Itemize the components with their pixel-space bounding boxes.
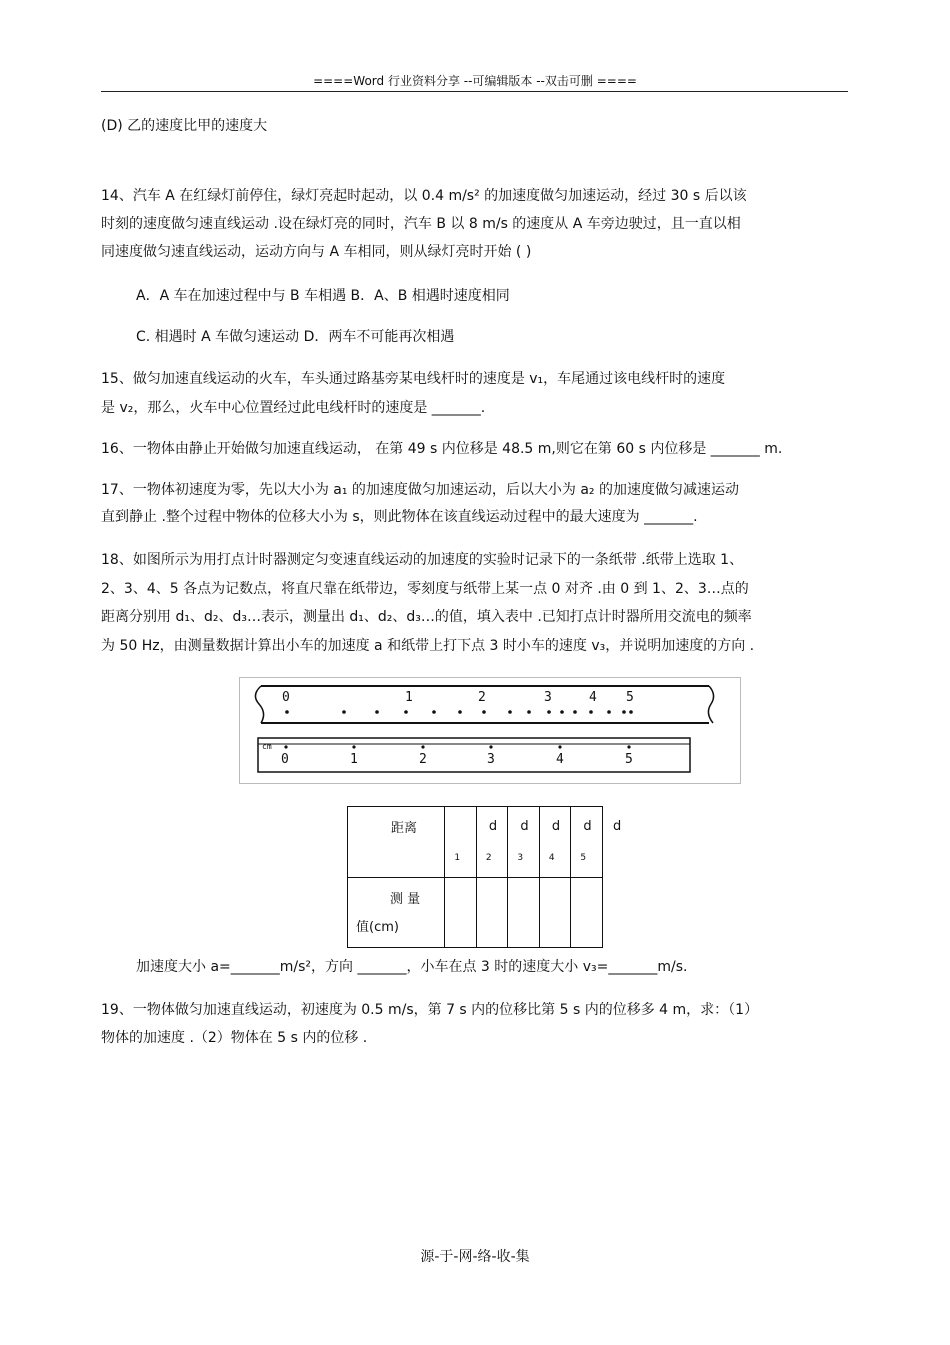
- table-row-label-line1: 测 量: [390, 892, 421, 907]
- table-col-num-5: 5: [580, 853, 587, 863]
- tape-label-2: 2: [478, 690, 486, 705]
- table-col-d-letter: d: [583, 819, 592, 834]
- table-head-d4: [539, 807, 571, 878]
- paper-tape-figure: [239, 677, 741, 784]
- table-col-num-1: 1: [454, 853, 461, 863]
- table-trailing-d: d: [613, 819, 622, 834]
- option-d-line: (D) 乙的速度比甲的速度大: [101, 118, 268, 134]
- distance-table: [347, 806, 603, 948]
- table-head-d5: [571, 807, 603, 878]
- table-head-label: 距离: [391, 821, 418, 836]
- header-rule: [101, 91, 848, 92]
- ruler-label-2: 2: [419, 752, 427, 767]
- table-col-num-2: 2: [485, 853, 492, 863]
- tape-label-0: 0: [282, 690, 290, 705]
- page-footer: 源-于-网-络-收-集: [420, 1249, 530, 1265]
- ruler-label-5: 5: [625, 752, 633, 767]
- table-head-d2: [476, 807, 508, 878]
- q15-line-2: 是 v₂，那么，火车中心位置经过此电线杆时的速度是 _______.: [101, 400, 486, 416]
- q19-line-2: 物体的加速度 .（2）物体在 5 s 内的位移 .: [101, 1030, 368, 1046]
- q18-line-1: 18、如图所示为用打点计时器测定匀变速直线运动的加速度的实验时记录下的一条纸带 .纸带上选取 1、: [101, 552, 744, 568]
- tape-label-4: 4: [589, 690, 597, 705]
- table-row-label-line2: 值(cm): [356, 920, 399, 935]
- q18-line-2: 2、3、4、5 各点为记数点，将直尺靠在纸带边，零刻度与纸带上某一点 0 对齐 .由 0 到 1、2、3…点的: [101, 581, 749, 597]
- table-head-d3: [508, 807, 540, 878]
- table-row-label-cell: [348, 878, 445, 948]
- table-value-d3: [508, 878, 540, 948]
- q16-line: 16、一物体由静止开始做匀加速直线运动， 在第 49 s 内位移是 48.5 m,则它在第 60 s 内位移是 _______ m.: [101, 441, 783, 457]
- table-value-d1: [445, 878, 477, 948]
- q18-line-3: 距离分别用 d₁、d₂、d₃…表示，测量出 d₁、d₂、d₃…的值，填入表中 .已知打点计时器所用交流电的频率: [101, 609, 752, 625]
- tape-label-1: 1: [405, 690, 413, 705]
- q18-answer-line: 加速度大小 a=_______m/s²，方向 _______，小车在点 3 时的速度大小 v₃=_______m/s.: [136, 959, 688, 975]
- q14-options-cd: C. 相遇时 A 车做匀速运动 D．两车不可能再次相遇: [136, 329, 455, 345]
- q14-line-2: 时刻的速度做匀速直线运动 .设在绿灯亮的同时，汽车 B 以 8 m/s 的速度从 A 车旁边驶过，且一直以相: [101, 216, 741, 232]
- q19-line-1: 19、一物体做匀加速直线运动，初速度为 0.5 m/s，第 7 s 内的位移比第 5 s 内的位移多 4 m，求：（1）: [101, 1002, 759, 1018]
- q14-line-3: 同速度做匀速直线运动，运动方向与 A 车相同，则从绿灯亮时开始 ( ): [101, 244, 532, 260]
- q15-line-1: 15、做匀加速直线运动的火车，车头通过路基旁某电线杆时的速度是 v₁，车尾通过该电线杆时的速度: [101, 371, 726, 387]
- ruler-unit-label: cm: [262, 742, 272, 751]
- table-head-d1: [445, 807, 477, 878]
- q17-line-2: 直到静止 .整个过程中物体的位移大小为 s，则此物体在该直线运动过程中的最大速度为 _______.: [101, 509, 698, 525]
- table-col-d-letter: d: [520, 819, 529, 834]
- ruler-label-0: 0: [281, 752, 289, 767]
- table-col-num-3: 3: [517, 853, 524, 863]
- q18-line-4: 为 50 Hz，由测量数据计算出小车的加速度 a 和纸带上打下点 3 时小车的速度 v₃，并说明加速度的方向 .: [101, 638, 755, 654]
- tape-label-5: 5: [626, 690, 634, 705]
- table-value-d2: [476, 878, 508, 948]
- table-value-d4: [539, 878, 571, 948]
- table-head-label-cell: [348, 807, 445, 878]
- tape-label-3: 3: [544, 690, 552, 705]
- ruler-label-1: 1: [350, 752, 358, 767]
- table-value-d5: [571, 878, 603, 948]
- ruler-label-3: 3: [487, 752, 495, 767]
- table-col-num-4: 4: [548, 853, 555, 863]
- page-header: ====Word 行业资料分享 --可编辑版本 --双击可删 ====: [313, 74, 637, 88]
- q14-line-1: 14、汽车 A 在红绿灯前停住，绿灯亮起时起动，以 0.4 m/s² 的加速度做匀加速运动，经过 30 s 后以该: [101, 188, 747, 204]
- q17-line-1: 17、一物体初速度为零，先以大小为 a₁ 的加速度做匀加速运动，后以大小为 a₂ 的加速度做匀减速运动: [101, 482, 739, 498]
- table-col-d-letter: d: [488, 819, 498, 834]
- ruler-label-4: 4: [556, 752, 564, 767]
- q14-options-ab: A．A 车在加速过程中与 B 车相遇 B．A、B 相遇时速度相同: [136, 288, 510, 304]
- table-col-d-letter: d: [551, 819, 561, 834]
